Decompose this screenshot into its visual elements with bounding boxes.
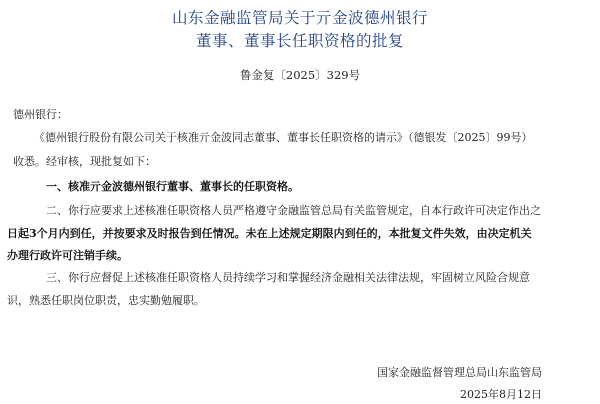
item-2-line-1: 二、你行应要求上述核准任职资格人员严格遵守金融监管总局有关监管规定，自本行政许可决定作出之 <box>46 204 541 217</box>
document-number: 鲁金复〔2025〕329号 <box>239 68 361 82</box>
recipient: 德州银行： <box>13 108 68 121</box>
item-2-line-3: 办理行政许可注销手续。 <box>7 249 128 262</box>
signature-organization: 国家金融监督管理总局山东监管局 <box>377 366 542 379</box>
intro-line-1: 《德州银行股份有限公司关于核准亓金波同志董事、董事长任职资格的请示》（德银发〔2025〕99号） <box>34 131 533 144</box>
item-3-line-1: 三、你行应督促上述核准任职资格人员持续学习和掌握经济金融相关法律法规，牢固树立风险合规意 <box>46 271 530 284</box>
intro-line-2: 收悉。经审核，现批复如下： <box>13 155 156 168</box>
item-3-line-2: 识，熟悉任职岗位职责，忠实勤勉履职。 <box>7 294 205 307</box>
document-title-line-1: 山东金融监管局关于亓金波德州银行 <box>171 9 428 27</box>
item-2-line-2: 日起3个月内到任，并按要求及时报告到任情况。未在上述规定期限内到任的，本批复文件失效，由决定机关 <box>7 227 532 240</box>
signature-date: 2025年8月12日 <box>460 388 542 401</box>
document-title-line-2: 董事、董事长任职资格的批复 <box>195 32 404 50</box>
item-1: 一、核准亓金波德州银行董事、董事长的任职资格。 <box>46 180 299 193</box>
